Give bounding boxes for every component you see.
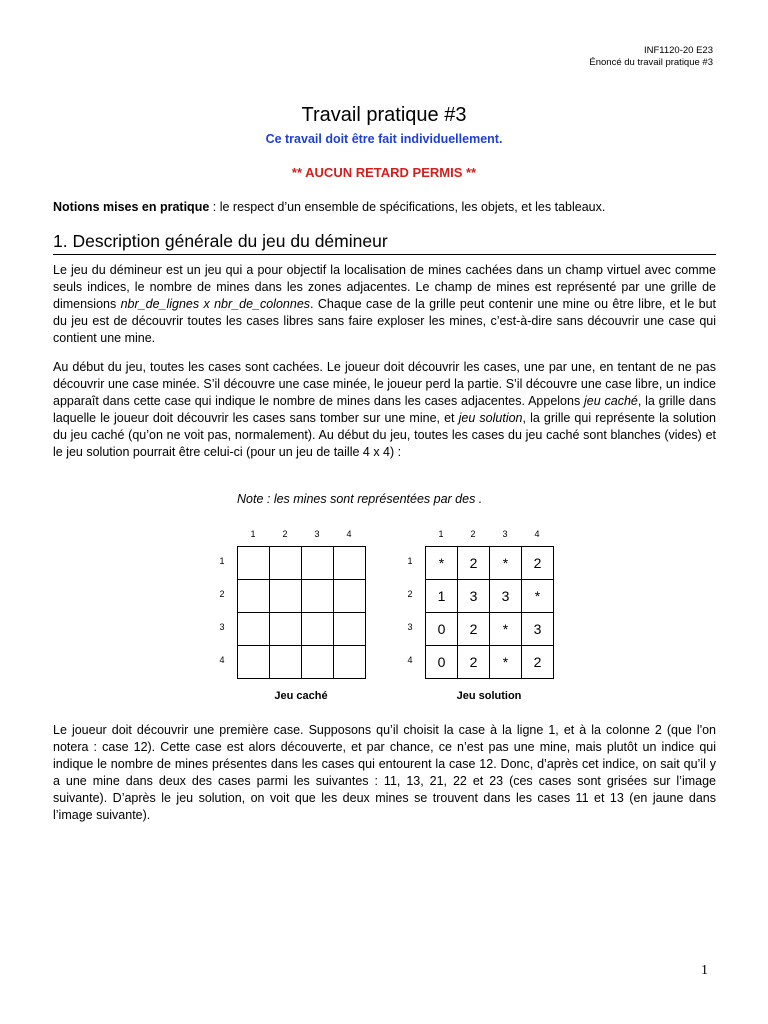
hidden-grid-cell bbox=[333, 579, 366, 613]
solution-grid-row-label: 1 bbox=[407, 555, 413, 566]
no-late-warning: ** AUCUN RETARD PERMIS ** bbox=[291, 165, 477, 180]
solution-grid-cell: 2 bbox=[521, 645, 554, 679]
solution-grid-row-label: 2 bbox=[407, 588, 413, 599]
solution-grid-cell: 2 bbox=[457, 645, 490, 679]
solution-grid-cell: 0 bbox=[425, 612, 458, 646]
solution-grid-cell: 0 bbox=[425, 645, 458, 679]
hidden-grid-cell bbox=[301, 612, 334, 646]
p1-text-a: Le jeu du démineur est un jeu qui a pour objectif la localisation de mines cachées dans un champ virtuel avec comme seuls indices, le nombre de mines dans les zones adjacentes. Le champ de mines est représenté par une grille de dimensions bbox=[53, 263, 716, 311]
p2-text-a: Au début du jeu, toutes les cases sont cachées. Le joueur doit découvrir les cases, une par une, en tentant de ne pas découvrir une case minée. S’il découvre une case minée, le joueur perd la partie. S’il découvre une case libre, un indice apparaît dans cette case qui indique le nombre de mines dans les cases adjacentes. Appelons bbox=[53, 360, 716, 408]
solution-grid-col-label: 2 bbox=[470, 529, 476, 539]
solution-grid-cell: * bbox=[489, 546, 522, 580]
subtitle: Ce travail doit être fait individuellement. bbox=[265, 132, 503, 146]
hidden-grid-cell bbox=[237, 579, 270, 613]
hidden-grid-col-label: 2 bbox=[282, 529, 288, 539]
solution-grid-cell: * bbox=[425, 546, 458, 580]
solution-grid-cell: 2 bbox=[521, 546, 554, 580]
solution-grid-cell: 2 bbox=[457, 546, 490, 580]
hidden-grid-row-label: 4 bbox=[219, 654, 225, 665]
solution-grid-caption: Jeu solution bbox=[456, 690, 522, 702]
section-heading: 1. Description générale du jeu du démineur bbox=[53, 231, 716, 255]
solution-grid-col-label: 4 bbox=[534, 529, 540, 539]
hidden-grid-row-label: 2 bbox=[219, 588, 225, 599]
p1-emphasis: nbr_de_lignes x nbr_de_colonnes bbox=[120, 297, 311, 311]
hidden-grid-col-label: 3 bbox=[314, 529, 320, 539]
solution-grid-cell: 3 bbox=[489, 579, 522, 613]
hidden-grid-cell bbox=[269, 579, 302, 613]
hidden-grid-col-label: 1 bbox=[250, 529, 256, 539]
hidden-grid-cell bbox=[237, 645, 270, 679]
hidden-grid-cell bbox=[333, 546, 366, 580]
notions-line bbox=[53, 200, 718, 214]
p2-emphasis-2: jeu solution bbox=[458, 411, 523, 425]
solution-grid-cell: 2 bbox=[457, 612, 490, 646]
hidden-grid-row-label: 1 bbox=[219, 555, 225, 566]
page-number: 1 bbox=[701, 963, 708, 978]
solution-grid-cell: 3 bbox=[457, 579, 490, 613]
paragraph-3: Le joueur doit découvrir une première case. Supposons qu’il choisit la case à la ligne 1, et à la colonne 2 (que l'on notera : case 12). Cette case est alors découverte, et par chance, ce n’est pas une mine, mais plutôt un indice qui indique le nombre de mines présentes dans les cases qui entourent la case 12. Donc, d’après cet indice, on sait qu’il y a une mine dans deux des cases parmi les suivantes : 11, 13, 21, 22 et 23 (ces cases sont grisées sur l’image suivante). D’après le jeu solution, on voit que les deux mines se trouvent dans les cases 11 et 13 (en jaune dans l’image suivante). bbox=[53, 723, 716, 822]
p2-emphasis-1: jeu caché bbox=[584, 394, 638, 408]
hidden-grid-row-label: 3 bbox=[219, 621, 225, 632]
hidden-grid-cell bbox=[301, 579, 334, 613]
hidden-grid-cell bbox=[333, 645, 366, 679]
solution-grid-col-label: 1 bbox=[438, 529, 444, 539]
solution-grid-cell: * bbox=[489, 612, 522, 646]
hidden-grid-cell bbox=[301, 645, 334, 679]
hidden-grid-cell bbox=[237, 546, 270, 580]
hidden-grid-col-label: 4 bbox=[346, 529, 352, 539]
hidden-grid-cell bbox=[237, 612, 270, 646]
p2-text-c: , la grille qui représente la solution du jeu caché (qu’on ne voit pas, normalement). Au début du jeu, toutes les cases du jeu caché sont blanches (vides) et le jeu solution pourrait être celui-ci (pour un jeu de taille 4 x 4) : bbox=[53, 411, 716, 459]
solution-grid-cell: 3 bbox=[521, 612, 554, 646]
solution-grid-row-label: 4 bbox=[407, 654, 413, 665]
paragraph-2 bbox=[53, 359, 716, 461]
hidden-grid-cell bbox=[269, 546, 302, 580]
p2-text-b: , la grille dans laquelle le joueur doit découvrir les cases sans tomber sur une mine, et bbox=[53, 394, 716, 425]
hidden-grid-cell bbox=[301, 546, 334, 580]
solution-grid-cell: * bbox=[521, 579, 554, 613]
hidden-grid-cell bbox=[269, 645, 302, 679]
hidden-grid-cell bbox=[269, 612, 302, 646]
hidden-grid-caption: Jeu caché bbox=[274, 690, 328, 702]
doc-label: Énoncé du travail pratique #3 bbox=[589, 57, 713, 68]
note-line: Note : les mines sont représentées par des . bbox=[237, 492, 483, 506]
hidden-grid-cell bbox=[333, 612, 366, 646]
notions-label: Notions mises en pratique bbox=[53, 200, 210, 214]
course-code: INF1120-20 E23 bbox=[643, 45, 713, 56]
notions-text: : le respect d’un ensemble de spécifications, les objets, et les tableaux. bbox=[209, 200, 606, 214]
solution-grid-cell: 1 bbox=[425, 579, 458, 613]
paragraph-1 bbox=[53, 262, 716, 347]
page-title: Travail pratique #3 bbox=[301, 104, 467, 126]
page-header bbox=[589, 45, 713, 69]
solution-grid-cell: * bbox=[489, 645, 522, 679]
p1-text-b: . Chaque case de la grille peut contenir une mine ou être libre, et le but du jeu est de découvrir toutes les cases libres sans faire exploser les mines, c’est-à-dire sans découvrir une case qui contient une mine. bbox=[53, 297, 717, 345]
solution-grid-row-label: 3 bbox=[407, 621, 413, 632]
solution-grid-col-label: 3 bbox=[502, 529, 508, 539]
